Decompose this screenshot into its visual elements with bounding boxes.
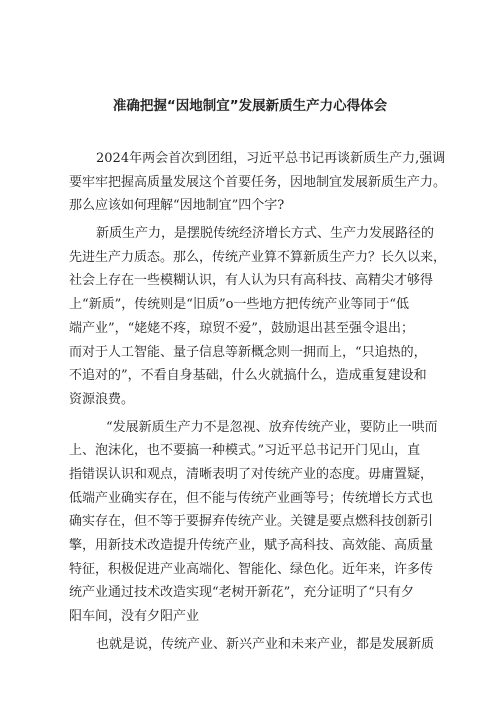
paragraph-line: 而对于人工智能、量子信息等新概念则一拥而上，“只追热的， (69, 344, 427, 360)
paragraph-line: 上、泡沫化，也不要搞一种模式。”习近平总书记开门见山，直 (69, 443, 421, 459)
paragraph-line: 资源浪费。 (69, 391, 135, 407)
paragraph-line: 上“新质”，传统则是“旧质”o一些地方把传统产业等同于“低 (69, 297, 410, 313)
paragraph-line: 也就是说，传统产业、新兴产业和未来产业，都是发展新质 (96, 636, 435, 652)
paragraph-line: 擎，用新技术改造提升传统产业，赋予高科技、高效能、高质量 (69, 538, 434, 553)
paragraph-line: “发展新质生产力不是忽视、放弃传统产业，要防止一哄而 (106, 419, 438, 435)
paragraph-line: 统产业通过技术改造实现“老树开新花”，充分证明了“只有夕 (69, 585, 414, 601)
paragraph-line: 社会上存在一些模糊认识，有人认为只有高科技、高精尖才够得 (69, 273, 434, 289)
paragraph-line: 要牢牢把握高质量发展这个首要任务，因地制宜发展新质生产力。 (69, 174, 447, 190)
paragraph-line: 那么应该如何理解“因地制宜”四个字? (69, 198, 285, 214)
paragraph-line: 确实存在，但不等于要摒弃传统产业。关键是要点燃科技创新引 (69, 514, 434, 530)
paragraph-line: 新质生产力，是摆脱传统经济增长方式、生产力发展路径的 (96, 226, 435, 242)
paragraph-line: 特征，积极促进产业高端化、智能化、绿色化。近年来，许多传 (69, 561, 434, 577)
paragraph-line: 先进生产力质态。那么，传统产业算不算新质生产力？长久以来， (69, 249, 447, 265)
paragraph-line: 指错误认识和观点，清晰表明了对传统产业的态度。毋庸置疑， (69, 466, 434, 482)
paragraph-line: 低端产业确实存在，但不能与传统产业画等号；传统增长方式也 (69, 490, 434, 506)
paragraph-line: 2024年两会首次到团组，习近平总书记再谈新质生产力,强调 (96, 151, 446, 166)
document-title: 准确把握“因地制宜”发展新质生产力心得体会 (112, 98, 388, 114)
paragraph-line: 端产业”，“姥姥不疼，琼贸不爱”，鼓励退出甚至强令退出； (69, 320, 414, 336)
paragraph-line: 不追对的”，不看自身基础，什么火就搞什么，造成重复建设和 (69, 368, 427, 384)
document-body (69, 147, 447, 656)
paragraph-line: 阳车间，没有夕阳产业 (69, 609, 200, 625)
